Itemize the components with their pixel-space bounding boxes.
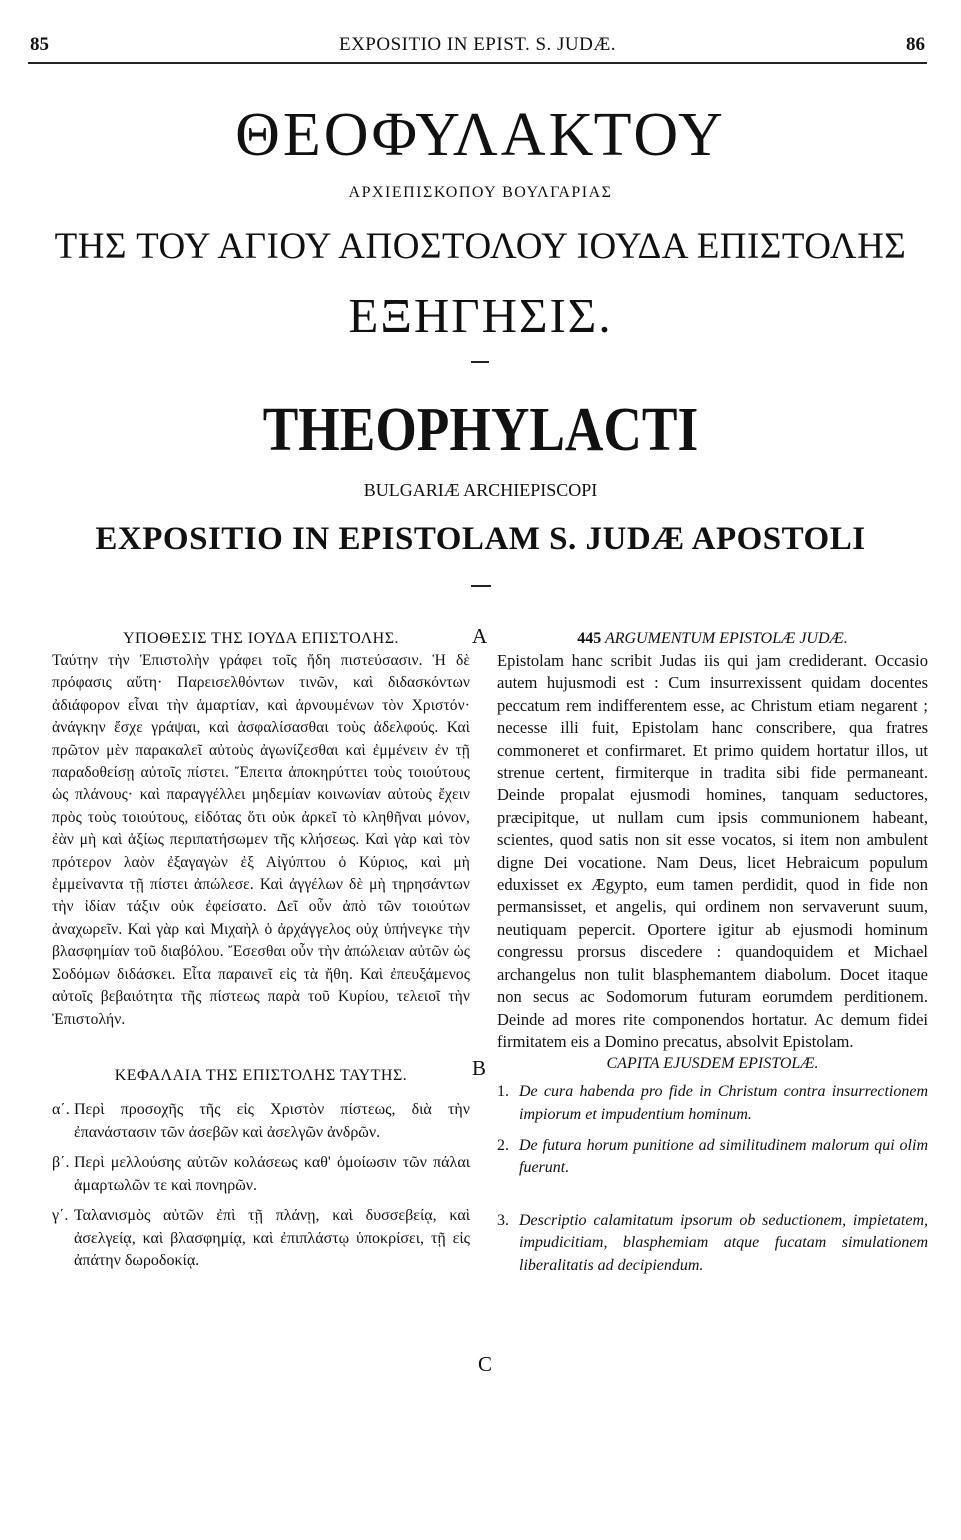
latin-author-subtitle: BULGARIÆ ARCHIEPISCOPI bbox=[363, 480, 598, 500]
chapter-text: Περὶ προσοχῆς τῆς εἰς Χριστὸν πίστεως, διὰ τὴν ἐπανάστασιν τῶν ἀσεβῶν καὶ ἀσελγῶν ἀνδρῶν. bbox=[74, 1100, 470, 1141]
title-divider bbox=[471, 585, 491, 587]
left-page-number: 85 bbox=[30, 34, 49, 55]
running-header bbox=[30, 34, 925, 64]
chapter-number: 1. bbox=[497, 1083, 509, 1101]
chapter-text: De cura habenda pro fide in Christum contra insurrectionem impiorum et impudentium hominum. bbox=[519, 1083, 928, 1123]
latin-chapter-item bbox=[497, 1210, 928, 1278]
chapter-number: β΄. bbox=[52, 1154, 70, 1172]
chapter-text: Descriptio calamitatum ipsorum ob seductionem, impietatem, impudicitiam, blasphemiam atque fucatam simulationem liberalitatis ad decipiendum. bbox=[519, 1211, 928, 1274]
greek-chapter-item bbox=[52, 1205, 470, 1273]
latin-argument-heading: 445 ARGUMENTUM EPISTOLÆ JUDÆ. bbox=[577, 630, 848, 647]
chapter-number: γ΄. bbox=[52, 1207, 69, 1225]
latin-chapter-item bbox=[497, 1081, 928, 1126]
greek-author-subtitle: ΑΡΧΙΕΠΙΣΚΟΠΟΥ ΒΟΥΛΓΑΡΙΑΣ bbox=[348, 184, 613, 201]
section-marker-b: B bbox=[472, 1056, 487, 1080]
latin-chapters-heading: CAPITA EJUSDEM EPISTOLÆ. bbox=[606, 1055, 819, 1073]
column-number: 445 bbox=[577, 630, 602, 647]
latin-argument-text: Epistolam hanc scribit Judas iis qui jam crediderant. Occasio autem hujusmodi est : Cum insurrexissent quidam docentes peccatum rem indifferentem esse, ac Christum etiam negarent ; necesse illi fuit, Epistolam hanc conscribere, qua fratres commoneret et confirmaret. Et primo quidem hortatur illos, ut strenue certent, firmiterque in tradita sibi fide permaneant. Deinde propalat ejusmodi homines, tanquam seductores, præcipitque, ut nullam cum ipsis communionem habeant, scientes, quod satis non sit esse vocatos, si item non ambulent digne Dei vocatione. Nam Deus, licet Hebraicum populum eduxisset ex Ægypto, eum tamen perdidit, quod in fide non permansisset, et angelis, qui ordinem non servaverunt suum, neutiquam pepercit. Oportere igitur ab ejusmodi hominum congressu prorsus discedere : quandoquidem et Michael archangelus non tulit blasphemantem diabolum. Docet itaque non secus ac Sodomorum futuram eorumdem perditionem. Deinde ad mores rite componendos hortatur. Ac demum fidei firmitatem eis a Domino precatus, absolvit Epistolam. bbox=[497, 651, 928, 1051]
chapter-text: Περὶ μελλούσης αὐτῶν κολάσεως καθ' ὁμοίωσιν τῶν πάλαι ἁμαρτωλῶν τε καὶ πονηρῶν. bbox=[74, 1154, 470, 1194]
greek-exegesis-title: ΕΞΗΓΗΣΙΣ. bbox=[348, 288, 613, 343]
chapter-number: 3. bbox=[497, 1211, 509, 1229]
latin-author-title: THEOPHYLACTI bbox=[262, 396, 699, 464]
greek-author-title: ΘΕΟΦΥΛΑΚΤΟΥ bbox=[235, 101, 726, 169]
greek-chapter-item bbox=[52, 1152, 470, 1197]
latin-chapter-item bbox=[497, 1135, 928, 1180]
chapter-text: Ταλανισμὸς αὐτῶν ἐπὶ τῇ πλάνῃ, καὶ δυσσεβείᾳ, καὶ ἀσελγείᾳ, καὶ βλασφημίᾳ, καὶ ἐπιπλάστῳ ὑποκρίσει, τῇ εἰς ἀπάτην δωροδοκίᾳ. bbox=[74, 1207, 470, 1270]
title-divider bbox=[471, 361, 489, 363]
greek-argument-heading: ΥΠΟΘΕΣΙΣ ΤΗΣ ΙΟΥΔΑ ΕΠΙΣΤΟΛΗΣ. bbox=[122, 630, 400, 647]
section-marker-c: C bbox=[478, 1352, 493, 1376]
header-rule bbox=[28, 62, 927, 64]
latin-column bbox=[497, 628, 928, 1277]
chapter-text: De futura horum punitione ad similitudinem malorum qui olim fuerunt. bbox=[519, 1136, 928, 1177]
right-page-number: 86 bbox=[906, 34, 925, 55]
greek-chapters-heading: ΚΕΦΑΛΑΙΑ ΤΗΣ ΕΠΙΣΤΟΛΗΣ ΤΑΥΤΗΣ. bbox=[114, 1066, 408, 1084]
greek-chapter-item bbox=[52, 1099, 470, 1144]
chapter-number: α΄. bbox=[52, 1100, 70, 1118]
greek-column bbox=[52, 628, 470, 1273]
latin-work-title: EXPOSITIO IN EPISTOLAM S. JUDÆ APOSTOLI bbox=[95, 521, 866, 557]
greek-work-title: ΤΗΣ ΤΟΥ ΑΓΙΟΥ ΑΠΟΣΤΟΛΟΥ ΙΟΥΔΑ ΕΠΙΣΤΟΛΗΣ bbox=[54, 226, 907, 267]
chapter-number: 2. bbox=[497, 1136, 509, 1154]
greek-argument-text: Ταύτην τὴν Ἐπιστολὴν γράφει τοῖς ἤδη πιστεύσασιν. Ἡ δὲ πρόφασις αὕτη· Παρεισελθόντων τινῶν, καὶ διδασκόντων ἀδιάφορον εἶναι τὴν ἁμαρτίαν, καὶ ἀρνουμένων τὸν Χριστόν· ἀνάγκην ἔσχε γράψαι, καὶ ἀσφαλίσασθαι τοὺς ἀδελφούς. Καὶ πρῶτον μὲν παρακαλεῖ αὐτοὺς ἀγωνίζεσθαι καὶ ἐμμένειν ἐν τῇ παραδοθείσῃ αὐτοῖς πίστει. Ἔπειτα ἀποκηρύττει τοὺς τοιούτους ὡς πλάνους· καὶ παραγγέλλει μηδεμίαν κοινωνίαν αὐτοὺς ἔχειν πρὸς τοὺς τοιούτους, εἰδότας ὅτι οὐκ ἀρκεῖ τὸ κληθῆναι μόνον, ἐὰν μὴ καὶ ἀξίως περιπατήσωμεν τῆς κλήσεως. Καὶ γὰρ καὶ τὸν πρότερον λαὸν ἐξαγαγὼν ἐξ Αἰγύπτου ὁ Κύριος, καὶ μὴ ἐμμείναντα τῇ πίστει ἀπώλεσε. Καὶ ἀγγέλων δὲ μὴ τηρησάντων τὴν ἰδίαν τάξιν οὐκ ἐφείσατο. Δεῖ οὖν ἀπὸ τῶν τοιούτων ἀναχωρεῖν. Καὶ γὰρ καὶ Μιχαὴλ ὁ ἀρχάγγελος οὐχ ὑπήνεγκε τὴν βλασφημίαν τοῦ διαβόλου. Ἔσεσθαι οὖν τὴν ἀπώλειαν αὐτῶν ὡς Σοδόμων διδάσκει. Εἶτα παραινεῖ εἰς τὰ ἤθη. Καὶ ἐπευξάμενος αὐτοῖς βεβαιότητα τῆς πίστεως παρὰ τοῦ Κυρίου, τελειοῖ τὴν Ἐπιστολήν. bbox=[52, 652, 470, 1028]
section-marker-a: A bbox=[472, 624, 488, 648]
running-title: EXPOSITIO IN EPIST. S. JUDÆ. bbox=[338, 34, 617, 55]
